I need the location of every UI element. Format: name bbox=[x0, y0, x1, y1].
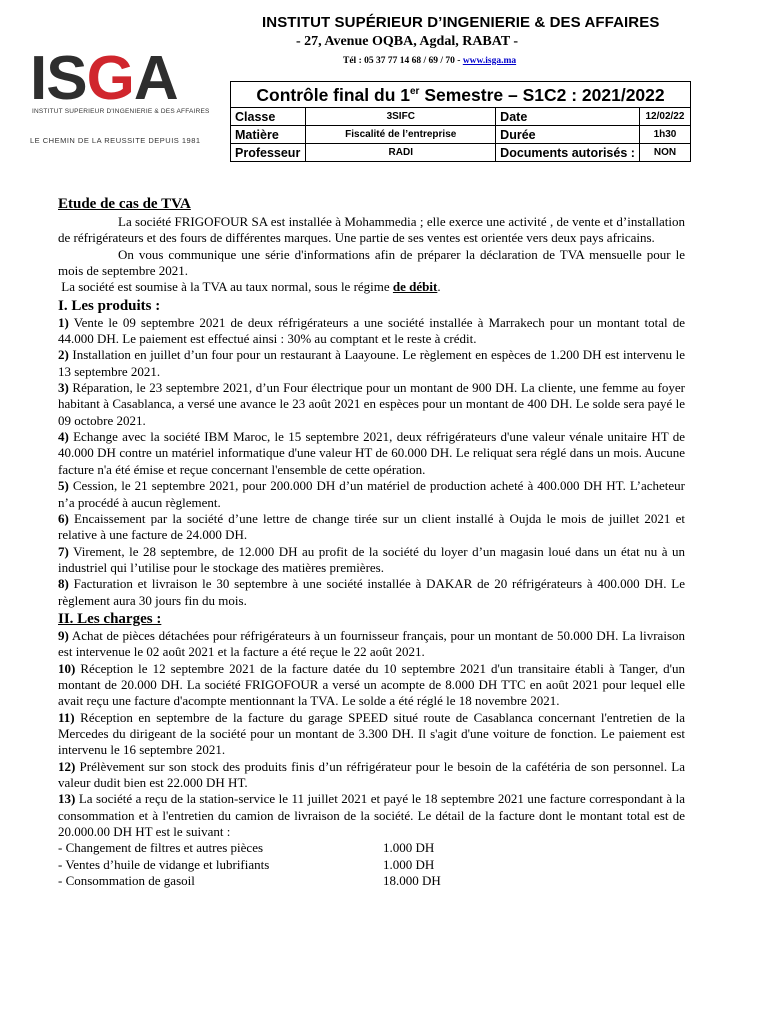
table-row bbox=[231, 108, 690, 126]
item-number: 2) bbox=[58, 347, 69, 363]
item-text: La société a reçu de la station-service le 11 juillet 2021 et payé le 18 septembre 2021 une facture correspondant à la consommation et à l'entretien du camion de livraison de la société. Le détail de la facture dont le montant total est de 20.000.00 DH HT est le suivant : bbox=[58, 791, 685, 840]
regime-text: La société est soumise à la TVA au taux normal, sous le régime bbox=[61, 279, 393, 295]
item-number: 4) bbox=[58, 429, 69, 445]
duration-value: 1h30 bbox=[639, 126, 690, 144]
duration-label: Durée bbox=[496, 126, 640, 144]
exam-title-part: Contrôle final du 1 bbox=[256, 85, 410, 105]
exam-info-box bbox=[230, 81, 691, 162]
date-label: Date bbox=[496, 108, 640, 126]
item-number: 10) bbox=[58, 660, 76, 676]
item-text: Réparation, le 23 septembre 2021, d’un Four électrique pour un montant de 900 DH. La cliente, une femme au foyer habitant à Casablanca, a versé une avance le 23 août 2021 en espèces pour un montant de 400 DH. Le solde sera payé le 09 octobre 2021. bbox=[58, 380, 685, 428]
class-value: 3SIFC bbox=[306, 108, 496, 126]
regime-emphasis: de débit bbox=[392, 279, 438, 295]
list-item bbox=[58, 347, 685, 380]
exam-info-table bbox=[231, 108, 690, 161]
logo-letter-a: A bbox=[133, 44, 178, 113]
detail-amount: 18.000 DH bbox=[383, 873, 441, 889]
item-number: 12) bbox=[58, 758, 76, 774]
item-number: 9) bbox=[58, 627, 69, 643]
detail-label: - Ventes d’huile de vidange et lubrifiants bbox=[58, 856, 270, 872]
detail-label: - Changement de filtres et autres pièces bbox=[58, 840, 264, 856]
item-text: Facturation et livraison le 30 septembre à une société installée à DAKAR de 20 réfrigérateurs à 400.000 DH. Le règlement aura 30 jours fin du mois. bbox=[58, 576, 685, 608]
table-row bbox=[231, 126, 690, 144]
item-text: Prélèvement sur son stock des produits finis d’un réfrigérateur pour le besoin de la cafétéria de son personnel. La valeur dudit bien est 22.000 DH HT. bbox=[58, 758, 685, 790]
professor-label: Professeur bbox=[231, 144, 306, 162]
case-intro-paragraph: La société FRIGOFOUR SA est installée à Mohammedia ; elle exerce une activité , de vente et d’installation de réfrigérateurs et des fours de différentes marques. Une partie de ses ventes est orientée vers deux pays africains. bbox=[58, 214, 685, 246]
institution-phone: Tél : 05 37 77 14 68 / 69 / 70 - bbox=[343, 56, 463, 66]
logo-letter-g: G bbox=[86, 44, 134, 113]
list-item bbox=[58, 544, 685, 577]
detail-amount: 1.000 DH bbox=[383, 856, 435, 872]
institution-address: - 27, Avenue OQBA, Agdal, RABAT - bbox=[296, 34, 519, 49]
logo-slogan: LE CHEMIN DE LA REUSSITE DEPUIS 1981 bbox=[30, 136, 201, 145]
exam-title-part: Semestre – S1C2 : 2021/2022 bbox=[419, 85, 665, 105]
section-heading-charges: II. Les charges : bbox=[58, 610, 162, 627]
item-number: 11) bbox=[58, 709, 75, 725]
item-text: Encaissement par la société d’une lettre de change tirée sur un client installé à Oujda le mois de juillet 2021 et relative à une facture de 24.000 DH. bbox=[58, 510, 685, 543]
list-item bbox=[58, 710, 685, 759]
table-row bbox=[231, 144, 690, 162]
detail-amount: 1.000 DH bbox=[383, 840, 435, 856]
case-intro-paragraph: On vous communique une série d'informations afin de préparer la déclaration de TVA mensuelle pour le mois de septembre 2021. bbox=[58, 246, 685, 279]
list-item bbox=[58, 478, 685, 511]
class-label: Classe bbox=[231, 108, 306, 126]
professor-value: RADI bbox=[306, 144, 496, 162]
item-number: 5) bbox=[58, 478, 69, 494]
list-item bbox=[58, 576, 685, 609]
item-text: Vente le 09 septembre 2021 de deux réfrigérateurs a une société installée à Marrakech pour un montant total de 44.000 DH. Le paiement est effectué ainsi : 30% au comptant et le reste à crédit. bbox=[58, 314, 685, 347]
item-text: Virement, le 28 septembre, de 12.000 DH au profit de la société du loyer d’un magasin loué dans un état nu à un industriel qui l’utilise pour le stockage des matières premières. bbox=[58, 543, 685, 575]
subject-label: Matière bbox=[231, 126, 306, 144]
item-text: Réception le 12 septembre 2021 de la facture datée du 10 septembre 2021 d'un transitaire établi à Tanger, d'un montant de 20.000 DH. La société FRIGOFOUR a versé un acompte de 8.000 DH TTC en août 2021 pour lequel elle avait reçu une facture d'acompte mentionnant la TVA. Le solde a été réglé le 18 novembre 2021. bbox=[58, 660, 685, 709]
item-number: 1) bbox=[58, 314, 69, 330]
invoice-detail-line bbox=[58, 840, 685, 856]
list-item bbox=[58, 661, 685, 710]
list-item bbox=[58, 759, 685, 792]
item-text: Echange avec la société IBM Maroc, le 15 septembre 2021, deux réfrigérateurs d'une valeur vénale unitaire HT de 40.000 DH contre un matériel informatique d'une valeur HT de 60.000 DH. Le reliquat sera réglé dans un mois. Aucune facture n'a été émise et reçue concernant l'ensemble de cette opération. bbox=[58, 429, 685, 477]
invoice-detail-line bbox=[58, 873, 685, 889]
exam-content bbox=[58, 195, 685, 889]
item-number: 13) bbox=[58, 791, 76, 807]
regime-text-end: . bbox=[437, 279, 441, 295]
institution-name: INSTITUT SUPÉRIEUR D’INGENIERIE & DES AFFAIRES bbox=[262, 14, 660, 31]
case-intro-paragraph bbox=[58, 279, 685, 295]
list-item bbox=[58, 791, 685, 840]
detail-label: - Consommation de gasoil bbox=[58, 873, 195, 889]
list-item bbox=[58, 628, 685, 661]
item-number: 8) bbox=[58, 576, 69, 592]
invoice-detail-line bbox=[58, 857, 685, 873]
documents-value: NON bbox=[639, 144, 690, 162]
list-item bbox=[58, 315, 685, 348]
item-text: Achat de pièces détachées pour réfrigérateurs à un fournisseur français, pour un montant de 50.000 DH. La livraison est intervenue le 02 août 2021 et la facture a été reçue le 22 août 2021. bbox=[58, 627, 685, 660]
section-heading-produits: I. Les produits : bbox=[58, 297, 161, 314]
list-item bbox=[58, 511, 685, 544]
logo-subtitle: INSTITUT SUPERIEUR D'INGENIERIE & DES AFFAIRES bbox=[32, 108, 210, 115]
institution-contact bbox=[343, 56, 516, 66]
exam-title bbox=[231, 82, 690, 108]
case-title: Etude de cas de TVA bbox=[58, 196, 191, 212]
list-item bbox=[58, 429, 685, 478]
item-text: Installation en juillet d’un four pour un restaurant à Laayoune. Le règlement en espèces de 1.200 DH est intervenu le 13 septembre 2021. bbox=[58, 347, 685, 379]
item-text: Réception en septembre de la facture du garage SPEED situé route de Casablanca concernant l'entretien de la Mercedes du dirigeant de la société pour un montant de 3.300 DH. Il s'agit d'une voiture de fonction. Le paiement est intervenu le 16 septembre 2021. bbox=[58, 709, 685, 758]
item-number: 6) bbox=[58, 510, 69, 526]
isga-logo bbox=[30, 44, 210, 158]
logo-letters-is: IS bbox=[30, 44, 87, 113]
website-link[interactable]: www.isga.ma bbox=[462, 56, 517, 66]
item-text: Cession, le 21 septembre 2021, pour 200.000 DH d’un matériel de production acheté à 400.000 DH HT. L’acheteur n’a procédé à aucun règlement. bbox=[58, 478, 685, 510]
list-item bbox=[58, 380, 685, 429]
exam-title-sup: er bbox=[410, 86, 420, 98]
subject-value: Fiscalité de l’entreprise bbox=[306, 126, 496, 144]
documents-label: Documents autorisés : bbox=[496, 144, 640, 162]
item-number: 3) bbox=[58, 380, 69, 396]
date-value: 12/02/22 bbox=[639, 108, 690, 126]
item-number: 7) bbox=[58, 543, 69, 559]
